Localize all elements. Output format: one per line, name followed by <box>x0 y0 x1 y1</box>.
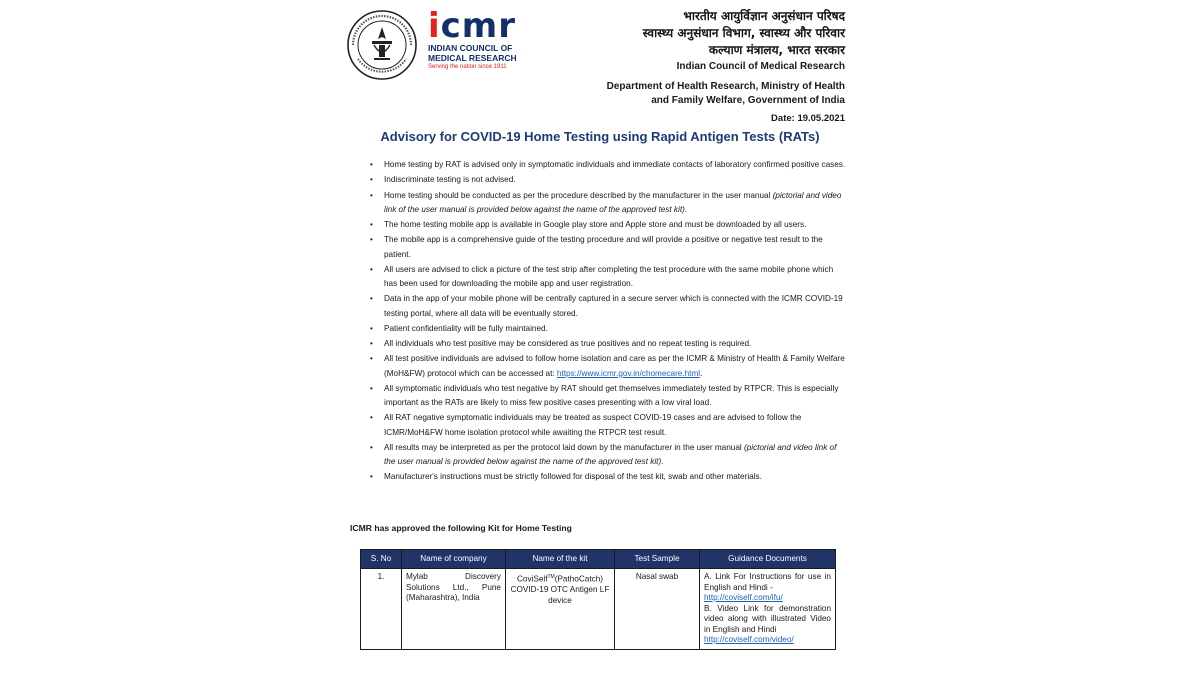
table-row <box>361 569 836 650</box>
table-header-row <box>361 550 836 569</box>
bullet-item: • Manufacturer's instructions must be strictly followed for disposal of the test kit, swab and other materials. <box>368 470 846 484</box>
bullet-dot-icon: • <box>370 413 373 423</box>
approved-kit-heading: ICMR has approved the following Kit for Home Testing <box>350 523 572 533</box>
hindi-line-3: कल्याण मंत्रालय, भारत सरकार <box>708 43 845 57</box>
bullet-dot-icon: • <box>370 294 373 304</box>
bullet-dot-icon: • <box>370 442 373 452</box>
bullet-item: • Patient confidentiality will be fully maintained. <box>368 322 846 336</box>
bullet-dot-icon: • <box>370 472 373 482</box>
bullet-dot-icon: • <box>370 383 373 393</box>
icmr-logo <box>428 6 538 70</box>
bullet-item: • All RAT negative symptomatic individuals may be treated as suspect COVID-19 cases and are advised to follow the ICMR/MoH&FW home isolation protocol while awaiting the RTPCR test result. <box>370 413 802 437</box>
bullet-dot-icon: • <box>370 264 373 274</box>
approved-kit-table <box>360 549 836 650</box>
bullet-dot-icon: • <box>370 339 373 349</box>
bullet-item: • Data in the app of your mobile phone will be centrally captured in a secure server which is connected with the ICMR COVID-19 testing portal, where all data will be eventually stored. <box>370 294 843 318</box>
bullet-item: • Home testing by RAT is advised only in symptomatic individuals and immediate contacts of laboratory confirmed positive cases. <box>368 158 846 172</box>
cell-sno: 1. <box>361 569 402 650</box>
dept-line-1: Department of Health Research, Ministry of Health <box>606 81 845 92</box>
homecare-link[interactable]: https://www.icmr.gov.in/chomecare.html <box>556 368 701 378</box>
logo-tagline: Serving the nation since 1911 <box>428 64 507 70</box>
bullet-dot-icon: • <box>370 323 373 333</box>
bullet-item: • Indiscriminate testing is not advised. <box>368 173 846 187</box>
bullet-item: • The mobile app is a comprehensive guide of the testing procedure and will provide a positive or negative test result to the patient. <box>370 235 823 259</box>
hindi-header <box>643 8 845 59</box>
logo-wordmark: icmr <box>428 6 517 46</box>
bullet-dot-icon: • <box>370 220 373 230</box>
cell-company: Mylab Discovery Solutions Ltd., Pune (Maharashtra), India <box>402 569 506 650</box>
advisory-bullet-list <box>368 158 846 486</box>
header-guidance: Guidance Documents <box>700 550 836 569</box>
bullet-dot-icon: • <box>370 235 373 245</box>
org-name: Indian Council of Medical Research <box>676 61 845 72</box>
cell-kit: CoviSelf™(PathoCatch) COVID-19 OTC Antigen LF device <box>506 569 615 650</box>
advisory-date: Date: 19.05.2021 <box>771 113 845 124</box>
cell-sample: Nasal swab <box>615 569 700 650</box>
bullet-dot-icon: • <box>370 175 373 185</box>
header-company: Name of company <box>402 550 506 569</box>
bullet-item: • All test positive individuals are advised to follow home isolation and care as per the ICMR & Ministry of Health & Family Welfare (MoH&FW) protocol which can be accessed at: https://www.icmr.gov.in/chomecare.html. <box>370 354 845 378</box>
advisory-title: Advisory for COVID-19 Home Testing using Rapid Antigen Tests (RATs) <box>380 129 820 144</box>
hindi-line-1: भारतीय आयुर्विज्ञान अनुसंधान परिषद <box>683 9 845 23</box>
header-sno: S. No <box>361 550 402 569</box>
bullet-dot-icon: • <box>370 160 373 169</box>
hindi-line-2: स्वास्थ्य अनुसंधान विभाग, स्वास्थ्य और परिवार <box>642 26 845 40</box>
bullet-item: • All results may be interpreted as per the protocol laid down by the manufacturer in the user manual (pictorial and video link of the user manual is provided below against the name of the approved test kit). <box>370 442 837 467</box>
ifu-link[interactable]: http://coviself.com/ifu/ <box>704 593 783 602</box>
dept-line-2: and Family Welfare, Government of India <box>651 95 845 106</box>
bullet-item: • All users are advised to click a picture of the test strip after completing the test procedure with the same mobile phone which has been used for downloading the mobile app and user registration. <box>370 264 834 289</box>
video-link[interactable]: http://coviself.com/video/ <box>704 635 794 644</box>
english-header <box>607 60 845 108</box>
bullet-item: • All individuals who test positive may be considered as true positives and no repeat testing is required. <box>368 337 846 351</box>
bullet-dot-icon: • <box>370 190 373 200</box>
header-kit: Name of the kit <box>506 550 615 569</box>
header-sample: Test Sample <box>615 550 700 569</box>
bullet-item: • All symptomatic individuals who test negative by RAT should get themselves immediately tested by RTPCR. This is especially important as the RATs are likely to miss few positive cases presenting with a low viral load. <box>370 383 839 408</box>
logo-subtitle: INDIAN COUNCIL OF MEDICAL RESEARCH <box>428 43 517 63</box>
icmr-seal-icon <box>346 9 418 81</box>
cell-guidance: A. Link For Instructions for use in English and Hindi - http://coviself.com/ifu/ B. Video Link for demonstration video along with illustrated Video in English and Hindi http://coviself.com/video/ <box>700 569 836 650</box>
bullet-item: • Home testing should be conducted as per the procedure described by the manufacturer in the user manual (pictorial and video link of the user manual is provided below against the name of the approved test kit). <box>370 190 842 214</box>
bullet-dot-icon: • <box>370 354 373 364</box>
bullet-item: • The home testing mobile app is available in Google play store and Apple store and must be downloaded by all users. <box>368 218 846 232</box>
